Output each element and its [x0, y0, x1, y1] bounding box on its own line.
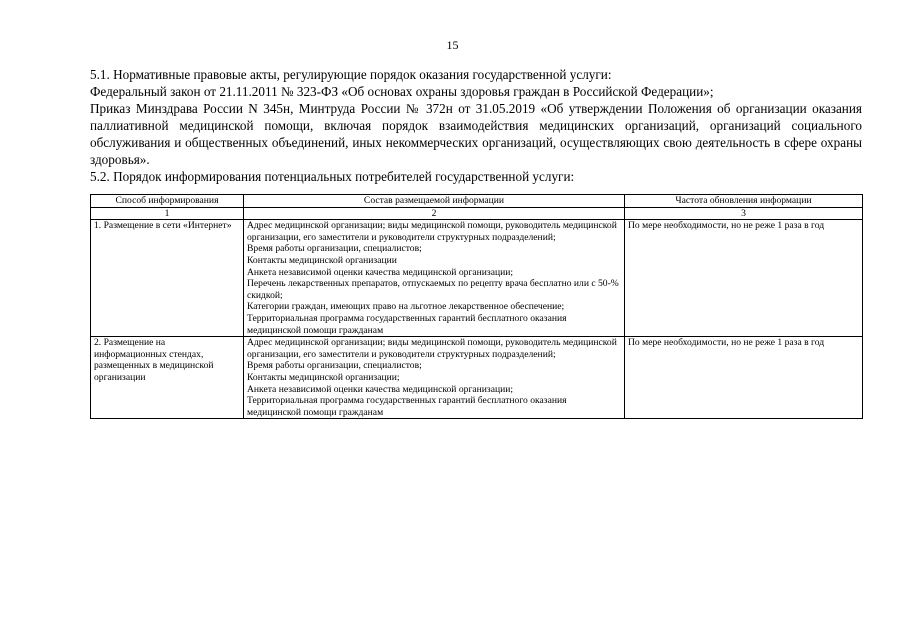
content-line: Территориальная программа государственных гарантий бесплатного оказания медицинской помощи гражданам — [247, 395, 567, 418]
method-cell: 1. Размещение в сети «Интернет» — [91, 220, 244, 337]
method-cell: 2. Размещение на информационных стендах, размещенных в медицинской организации — [91, 337, 244, 419]
information-table — [90, 194, 863, 419]
column-number-row — [91, 207, 863, 220]
column-number: 1 — [91, 207, 244, 220]
content-line: Перечень лекарственных препаратов, отпускаемых по рецепту врача бесплатно или с 50-% скидкой; — [247, 278, 619, 301]
normative-acts-section — [90, 66, 862, 185]
content-line: Анкета независимой оценки качества медицинской организации; — [247, 266, 514, 278]
table-header-row — [91, 195, 863, 208]
table-row — [91, 220, 863, 337]
content-line: Время работы организации, специалистов; — [247, 243, 422, 255]
column-number: 3 — [625, 207, 863, 220]
content-cell — [244, 220, 625, 337]
content-line: Адрес медицинской организации; виды медицинской помощи, руководитель медицинской организации, его заместители и руководители структурных подразделений; — [247, 220, 617, 243]
content-line: Категории граждан, имеющих право на льготное лекарственное обеспечение; — [247, 301, 565, 313]
column-number: 2 — [244, 207, 625, 220]
federal-law-line: Федеральный закон от 21.11.2011 № 323-ФЗ «Об основах охраны здоровья граждан в Российской Федерации»; — [90, 84, 714, 99]
content-cell — [244, 337, 625, 419]
page-number: 15 — [446, 38, 459, 52]
content-line: Время работы организации, специалистов; — [247, 360, 422, 372]
table-row — [91, 337, 863, 419]
ministry-order-paragraph: Приказ Минздрава России N 345н, Минтруда России № 372н от 31.05.2019 «Об утверждении Положения об организации оказания паллиативной медицинской помощи, включая порядок взаимодействия медицинских организаций, организаций социального обслуживания и общественных объединений, иных некоммерческих организаций, осуществляющих свою деятельность в сфере охраны здоровья». — [90, 101, 862, 167]
header-frequency: Частота обновления информации — [625, 195, 863, 208]
content-line: Контакты медицинской организации — [247, 254, 397, 266]
section-5-1-heading: 5.1. Нормативные правовые акты, регулирующие порядок оказания государственной услуги: — [90, 67, 612, 82]
content-line: Адрес медицинской организации; виды медицинской помощи, руководитель медицинской организации, его заместители и руководители структурных подразделений; — [247, 337, 617, 360]
header-content: Состав размещаемой информации — [244, 195, 625, 208]
content-line: Контакты медицинской организации; — [247, 371, 400, 383]
header-method: Способ информирования — [91, 195, 244, 208]
content-line: Территориальная программа государственных гарантий бесплатного оказания медицинской помощи гражданам — [247, 312, 567, 336]
frequency-cell: По мере необходимости, но не реже 1 раза в год — [625, 337, 863, 419]
section-5-2-heading: 5.2. Порядок информирования потенциальных потребителей государственной услуги: — [90, 169, 575, 184]
content-line: Анкета независимой оценки качества медицинской организации; — [247, 383, 514, 395]
frequency-cell: По мере необходимости, но не реже 1 раза в год — [625, 220, 863, 337]
